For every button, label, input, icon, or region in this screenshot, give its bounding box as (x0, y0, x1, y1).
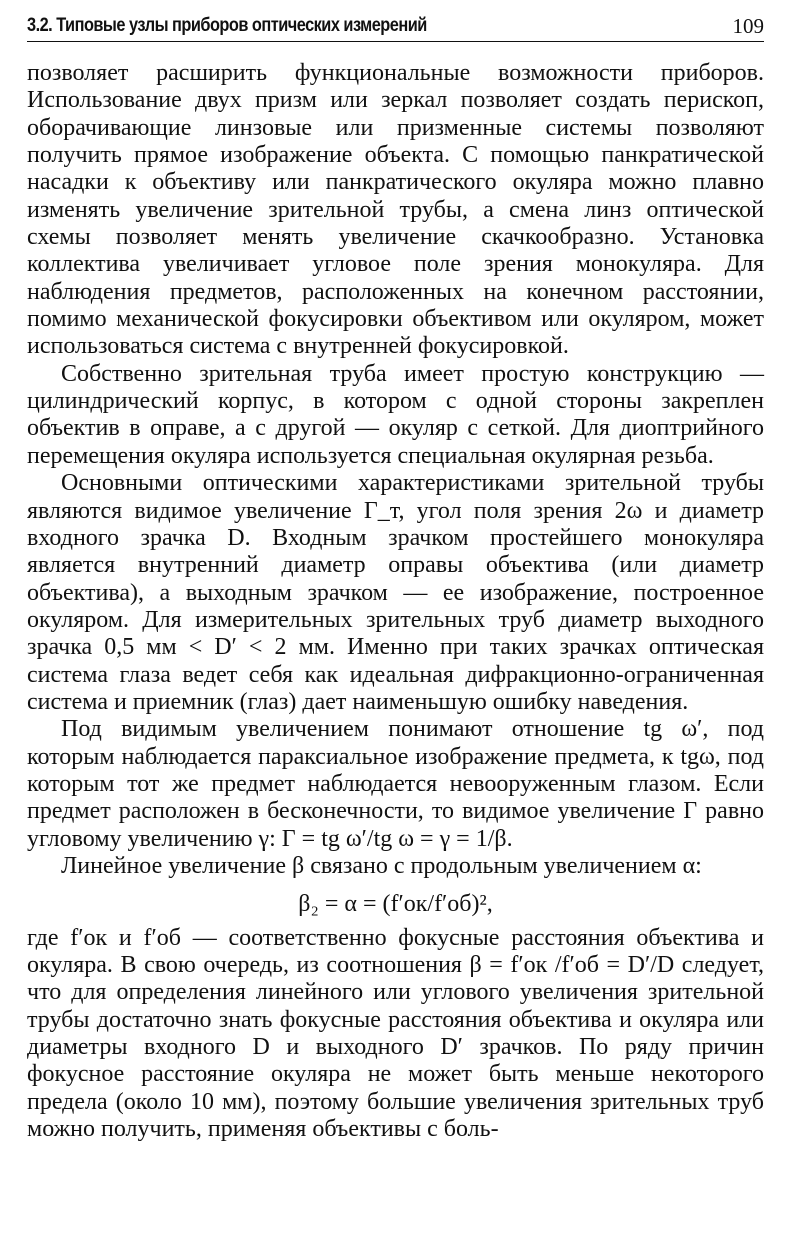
formula-magnification: β₂ = α = (f′ок/f′об)², (298, 891, 493, 918)
paragraph-4: Под видимым увеличением понимают отношение tg ω′, под которым наблюдается параксиальное изображение предмета, к tgω, под которым тот же предмет наблюдается невооруженным глазом. Если предмет расположен в бесконечности, то видимое увеличение Г равно угловому увеличению γ: Г = tg ω′/tg ω = γ = 1/β. (27, 716, 764, 852)
running-head-title: 3.2. Типовые узлы приборов оптических измерений (27, 15, 427, 36)
book-page (27, 0, 764, 1248)
running-head (27, 11, 764, 42)
page-number: 109 (732, 14, 764, 38)
paragraph-6: где f′ок и f′об — соответственно фокусные расстояния объектива и окуляра. В свою очередь, из соотношения β = f′ок /f′об = D′/D следует, что для определения линейного или углового увеличения зрительной трубы достаточно знать фокусные расстояния объектива и окуляра или диаметры входного D и выходного D′ зрачков. По ряду причин фокусное расстояние окуляра не может быть меньше некоторого предела (около 10 мм), поэтому большие увеличения зрительных труб можно получить, применяя объективы с боль- (27, 924, 764, 1143)
paragraph-3: Основными оптическими характеристиками зрительной трубы являются видимое увеличение Г_т, угол поля зрения 2ω и диаметр входного зрачка D. Входным зрачком простейшего монокуляра является внутренний диаметр оправы объектива (или диаметр объектива), а выходным зрачком — ее изображение, построенное окуляром. Для измерительных зрительных труб диаметр выходного зрачка 0,5 мм < D′ < 2 мм. Именно при таких зрачках оптическая система глаза ведет себя как идеальная дифракционно-ограниченная система и приемник (глаз) дает наименьшую ошибку наведения. (27, 470, 764, 715)
body-text (27, 60, 764, 1143)
paragraph-5: Линейное увеличение β связано с продольным увеличением α: (61, 852, 702, 879)
paragraph-2: Собственно зрительная труба имеет простую конструкцию — цилиндрический корпус, в котором с одной стороны закреплен объектив в оправе, а с другой — окуляр с сеткой. Для диоптрийного перемещения окуляра используется специальная окулярная резьба. (27, 360, 764, 469)
paragraph-1: позволяет расширить функциональные возможности приборов. Использование двух призм или зеркал позволяет создать перископ, оборачивающие линзовые или призменные системы позволяют получить прямое изображение объекта. С помощью панкратической насадки к объективу или панкратического окуляра можно плавно изменять увеличение зрительной трубы, а смена линз оптической схемы позволяет менять увеличение скачкообразно. Установка коллектива увеличивает угловое поле зрения монокуляра. Для наблюдения предметов, расположенных на конечном расстоянии, помимо механической фокусировки объективом или окуляром, может использоваться система с внутренней фокусировкой. (27, 60, 764, 360)
